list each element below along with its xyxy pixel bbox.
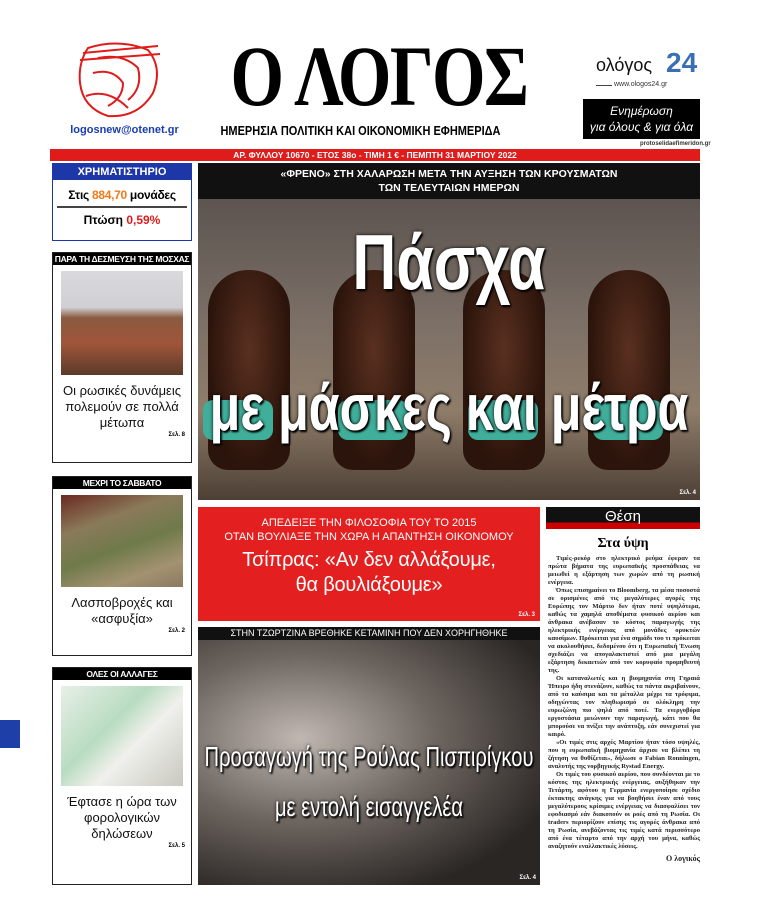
divider: [596, 85, 612, 86]
story-russia[interactable]: [52, 252, 192, 463]
issue-info-bar: ΑΡ. ΦΥΛΛΟΥ 10670 - ΕΤΟΣ 38ο - ΤΙΜΗ 1 € - ΠΕΜΠΤΗ 31 ΜΑΡΤΙΟΥ 2022: [50, 149, 700, 161]
main-story-photo[interactable]: [198, 199, 700, 500]
story-tax[interactable]: [52, 667, 192, 885]
main-story-kicker: [198, 163, 700, 199]
stock-post: μονάδες: [126, 188, 176, 202]
main-headline-1: Πάσχα: [352, 218, 546, 306]
site-name: ολόγος: [596, 55, 653, 75]
story-weather[interactable]: [52, 476, 192, 656]
pispiringou-kicker: ΣΤΗΝ ΤΖΩΡΤΖΙΝΑ ΒΡΕΘΗΚΕ ΚΕΤΑΜΙΝΗ ΠΟΥ ΔΕΝ ΧΟΡΗΓΗΘΗΚΕ: [198, 627, 540, 640]
opinion-signature: Ο λογικός: [666, 854, 700, 863]
story-headline: Έφτασε η ώρα των φορολογικών δηλώσεων: [67, 794, 177, 841]
story-kicker: ΟΛΕΣ ΟΙ ΑΛΛΑΓΕΣ: [53, 668, 191, 680]
site-number: 24: [666, 47, 698, 78]
tsipras-story[interactable]: [198, 507, 540, 621]
source-watermark: protoselidaefimeridon.gr: [640, 141, 711, 147]
side-tab-marker[interactable]: [0, 720, 20, 748]
tsipras-page-ref: Σελ. 3: [518, 612, 535, 618]
kicker-line-2: ΟΤΑΝ ΒΟΥΛΙΑΞΕ ΤΗΝ ΧΩΡΑ Η ΑΠΑΝΤΗΣΗ ΟΙΚΟΝΟΜΟΥ: [224, 531, 514, 543]
slogan-line-2: για όλους & για όλα: [589, 120, 694, 134]
opinion-paragraph: «Οι τιμές στις αρχές Μαρτίου ήταν τόσο υψηλές, που η ευρωπαϊκή βιομηχανία άρχισε να βλέπει τη ζήτηση να θυθίζεται», δήλωσε ο Fabian Ronningen, αναλυτής της νορβηγικής Rystad Energy.: [548, 739, 700, 770]
slogan-line-1: Ενημέρωση: [610, 104, 673, 118]
opinion-paragraph: Τιμές-ρεκόρ στο ηλεκτρικό ρεύμα έφεραν τα πρώτα βήματα της ευρωπαϊκής προσπάθειας να μειωθεί η εξάρτηση των χωρών από τη ρωσική ενέργεια.: [548, 555, 700, 586]
story-page: Σελ. 8: [168, 432, 185, 438]
stock-drop-label: Πτώση: [83, 213, 127, 227]
main-headline-2: με μάσκες και μέτρα: [209, 370, 689, 444]
stock-drop-line: [53, 213, 191, 227]
kicker-line-1: ΑΠΕΔΕΙΞΕ ΤΗΝ ΦΙΛΟΣΟΦΙΑ ΤΟΥ ΤΟ 2015: [261, 517, 477, 529]
story-image: [61, 271, 183, 375]
story-kicker: ΜΕΧΡΙ ΤΟ ΣΑΒΒΑΤΟ: [53, 477, 191, 489]
story-headline: Λασποβροχές και «ασφυξία»: [71, 595, 173, 626]
story-page: Σελ. 5: [168, 843, 185, 849]
stock-drop-value: 0,59%: [126, 213, 161, 227]
opinion-body: [548, 555, 700, 864]
tsipras-kicker: [198, 516, 540, 544]
masthead-subtitle: ΗΜΕΡΗΣΙΑ ΠΟΛΙΤΙΚΗ ΚΑΙ ΟΙΚΟΝΟΜΙΚΗ ΕΦΗΜΕΡΙΔΑ: [220, 124, 501, 138]
story-page: Σελ. 2: [168, 628, 185, 634]
main-page-ref: Σελ. 4: [679, 490, 696, 496]
pispiringou-headline-2: με εντολή εισαγγελέα: [274, 791, 464, 822]
stock-value: 884,70: [91, 188, 127, 202]
stock-market-box: [52, 163, 192, 241]
story-image: [61, 686, 183, 786]
newspaper-logo-illustration: [68, 38, 180, 122]
opinion-title: Στα ύψη: [597, 536, 649, 551]
story-headline: Οι ρωσικές δυνάμεις πολεμούν σε πολλά μέτωπα: [62, 383, 182, 430]
slogan-box: [583, 99, 700, 139]
kicker-line-1: «ΦΡΕΝΟ» ΣΤΗ ΧΑΛΑΡΩΣΗ ΜΕΤΑ ΤΗΝ ΑΥΞΗΣΗ ΤΩΝ ΚΡΟΥΣΜΑΤΩΝ: [280, 168, 618, 180]
pispiringou-story-photo[interactable]: [198, 640, 540, 885]
opinion-paragraph: Οι τιμές του φυσικού αερίου, που συνδέονται με το κόστος της ηλεκτρικής ενέργειας, αυξήθηκαν την Τετάρτη, αφότου η Γερμανία ενεργοποίησε σχέδιο έκτακτης ανάγκης για να βοηθήσει έναν από τους μεγαλύτερους κρίσιμες ενέργειας να διασφαλίσει τον εφοδιασμό εάν διακοπούν οι ροές από τη Ρωσία. Οι traders περιορίζουν επίσης τις αγορές άνθρακα από τη Ρωσία, ανεβάζοντας τις τιμές κατά περισσότερο από ένα τέταρτο από την αρχή του μήνα, καθώς αναζητούν εναλλακτικές λύσεις.: [548, 771, 700, 850]
stock-index-line: [57, 188, 187, 208]
story-image: [61, 495, 183, 587]
opinion-paragraph: Όπως επισημαίνει το Bloomberg, τα μέσα ποσοστά σε ορισμένες από τις μεγαλύτερες αγορές της Ευρώπης τον Μάρτιο δεν ήταν ποτέ υψηλότερα, καθώς τα χαμηλά αποθέματα φυσικού αερίου και άνθρακα ανέβασαν το κόστος παραγωγής της ηλεκτρικής ενέργειας από μονάδες ορυκτών καυσίμων. Πρόκειται για ένα σημάδι του τι πρόκειται να ακολουθήσει, δεδομένου ότι η Ευρωπαϊκή Ένωση σχεδιάζει να απογαλακτιστεί από μια μεγάλη εξάρτηση δεκαετιών από τον κορυφαίο προμηθευτή της.: [548, 587, 700, 674]
stock-label: ΧΡΗΜΑΤΙΣΤΗΡΙΟ: [53, 164, 191, 180]
headline-line-1: Τσίπρας: «Αν δεν αλλάξουμε,: [242, 549, 496, 571]
pispiringou-page-ref: Σελ. 4: [519, 875, 536, 881]
headline-line-2: θα βουλιάξουμε»: [295, 574, 443, 596]
opinion-paragraph: Οι καταναλωτές και η βιομηχανία στη Γηραιά Ήπειρο ήδη στενάζουν, καθώς τα πάντα ακριβαίνουν, από τα καύσιμα και τα μέταλλα μέχρι τα τρόφιμα, οδηγώντας τον πληθωρισμό σε ολόκληρη την ευρωζώνη πιο ψηλά από ποτέ. Τα ενεργοβόρα εργοστάσια μειώνουν την παραγωγή, κάτι που θα μπορούσε να πνίξει την ανάπτυξη, εάν συνεχιστεί για καιρό.: [548, 675, 700, 738]
opinion-section-label: Θέση: [546, 507, 700, 529]
pispiringou-headline-1: Προσαγωγή της Ρούλας Πισπιρίγκου: [204, 741, 534, 772]
kicker-line-2: ΤΩΝ ΤΕΛΕΥΤΑΙΩΝ ΗΜΕΡΩΝ: [378, 182, 520, 194]
contact-email[interactable]: logosnew@otenet.gr: [70, 124, 179, 136]
story-kicker: ΠΑΡΑ ΤΗ ΔΕΣΜΕΥΣΗ ΤΗΣ ΜΟΣΧΑΣ: [54, 254, 190, 264]
tsipras-headline: [198, 548, 540, 598]
stock-pre: Στις: [68, 188, 92, 202]
site-url: www.ologos24.gr: [614, 81, 668, 88]
masthead-title: Ο ΛΟΓΟΣ: [230, 28, 528, 124]
ologos24-logo[interactable]: [596, 47, 698, 97]
